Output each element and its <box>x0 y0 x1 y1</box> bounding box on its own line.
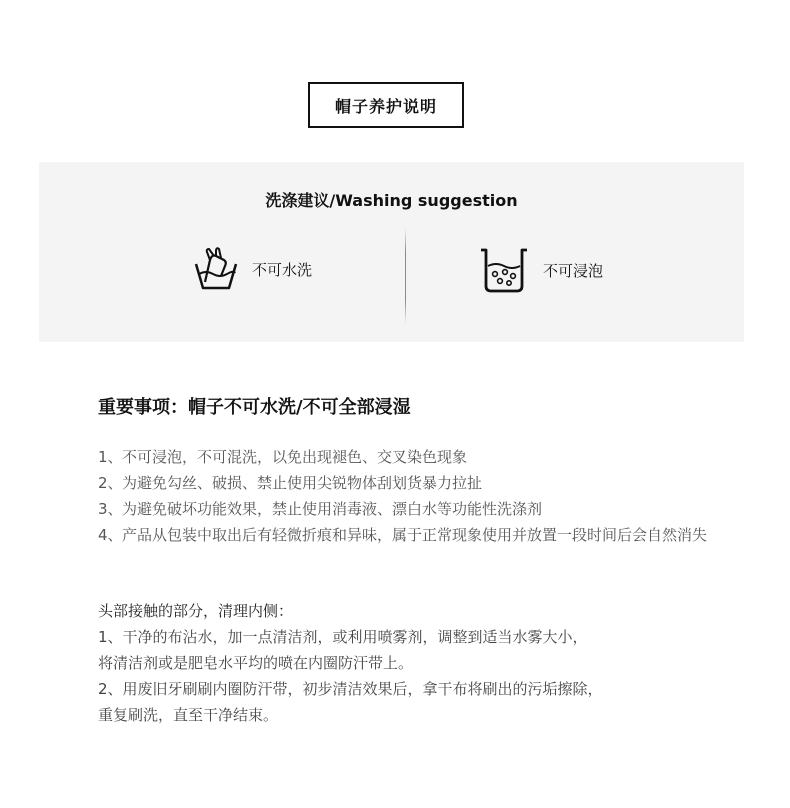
care-label-no-soak: 不可浸泡 <box>543 261 604 280</box>
cleaning-line: 重复刷洗，直至干净结束。 <box>98 706 279 724</box>
list-item-text: 产品从包装中取出后有轻微折痕和异味，属于正常现象使用并放置一段时间后会自然消失 <box>122 526 708 544</box>
important-notice: 重要事项：帽子不可水洗/不可全部浸湿 <box>98 397 411 418</box>
page-title: 帽子养护说明 <box>308 82 464 128</box>
list-item <box>98 444 738 470</box>
list-item <box>98 470 738 496</box>
list-item-text: 不可浸泡，不可混洗，以免出现褪色、交叉染色现象 <box>122 448 468 466</box>
list-item <box>98 522 738 548</box>
care-label-no-machine-wash: 不可水洗 <box>252 260 313 279</box>
care-item-no-soak <box>479 246 603 294</box>
care-item-no-machine-wash <box>194 246 312 292</box>
rules-list <box>98 444 738 548</box>
hand-wash-icon <box>194 246 238 292</box>
list-item-number: 1、 <box>98 448 123 466</box>
cleaning-heading: 头部接触的部分，清理内侧： <box>98 602 294 620</box>
divider <box>405 228 406 324</box>
washing-panel <box>39 162 744 342</box>
cleaning-section <box>98 598 738 728</box>
list-item-number: 2、 <box>98 474 123 492</box>
cleaning-line: 1、干净的布沾水，加一点清洁剂，或利用喷雾剂，调整到适当水雾大小， <box>98 628 588 646</box>
cleaning-line: 2、用废旧牙刷刷内圈防汗带，初步清洁效果后，拿干布将刷出的污垢擦除， <box>98 680 603 698</box>
list-item-text: 为避免勾丝、破损、禁止使用尖锐物体刮划货暴力拉扯 <box>122 474 483 492</box>
washing-heading: 洗涤建议/Washing suggestion <box>265 191 518 210</box>
list-item-number: 3、 <box>98 500 123 518</box>
soak-tub-icon <box>479 246 529 294</box>
cleaning-line: 将清洁剂或是肥皂水平均的喷在内圈防汗带上。 <box>98 654 414 672</box>
list-item-text: 为避免破坏功能效果，禁止使用消毒液、漂白水等功能性洗涤剂 <box>122 500 543 518</box>
list-item <box>98 496 738 522</box>
list-item-number: 4、 <box>98 526 123 544</box>
